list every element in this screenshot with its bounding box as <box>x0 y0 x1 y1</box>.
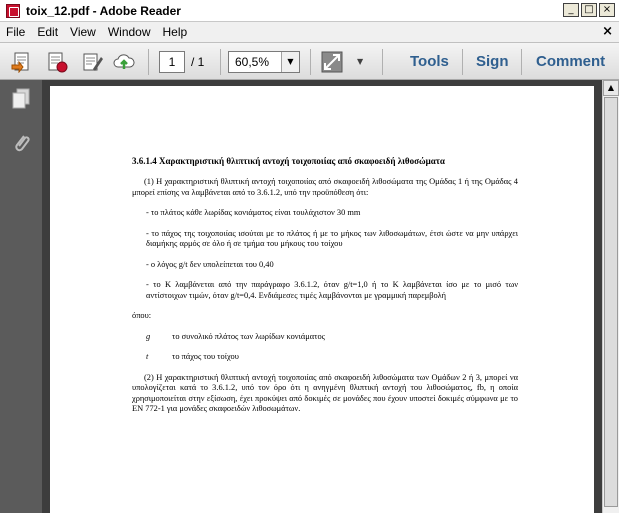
cloud-upload-icon[interactable] <box>113 51 135 73</box>
toolbar <box>0 42 619 80</box>
document-viewport[interactable] <box>42 80 602 513</box>
scroll-up-arrow-icon[interactable]: ▲ <box>603 80 619 96</box>
menu-bar <box>0 22 619 42</box>
navigation-pane <box>0 80 42 513</box>
toolbar-separator <box>521 49 522 75</box>
vertical-scrollbar[interactable] <box>602 80 619 513</box>
page-number-input[interactable]: 1 <box>159 51 185 73</box>
pdf-page <box>50 86 594 513</box>
menu-window[interactable]: Window <box>107 25 151 39</box>
page-total-label: / 1 <box>191 55 205 69</box>
page-thumbnails-icon[interactable] <box>11 88 31 110</box>
window-controls <box>563 3 615 17</box>
sign-button[interactable]: Sign <box>476 53 509 70</box>
toolbar-separator <box>220 49 221 75</box>
variable-description: το συνολικό πλάτος των λωρίδων κονιάματος <box>172 331 325 341</box>
variable-symbol: t <box>146 352 149 361</box>
bullet-item: - το πλάτος κάθε λωρίδας κονιάματος είναι τουλάχιστον 30 mm <box>146 208 361 217</box>
minimize-button[interactable]: _ <box>563 3 579 17</box>
variable-symbol: g <box>146 331 151 341</box>
tools-button[interactable]: Tools <box>410 53 449 70</box>
title-bar <box>0 0 619 22</box>
menu-help[interactable]: Help <box>162 25 188 39</box>
toolbar-separator <box>148 49 149 75</box>
variable-row <box>132 352 518 363</box>
fill-sign-icon[interactable] <box>81 51 103 73</box>
maximize-button[interactable]: □ <box>581 3 597 17</box>
scroll-thumb[interactable] <box>604 97 618 507</box>
adobe-reader-app-icon <box>6 4 20 18</box>
menu-file[interactable]: File <box>6 25 26 39</box>
paragraph-1: (1) Η χαρακτηριστική θλιπτική αντοχή τοιχοποιίας από σκαφοειδή λιθοσώματα της Ομάδας 1 ή της Ομάδας 4 μπορεί επίσης να λαμβάνεται από το 3.6.1.2, υπό την προϋπόθεση ότι: <box>132 177 518 197</box>
bullet-item: - το K λαμβάνεται από την παράγραφο 3.6.1.2, όταν g/t=1,0 ή το K λαμβάνεται ίσο με το μισό των αντίστοιχων τιμών, όταν g/t=0,4. Ενδιάμεσες τιμές λαμβάνονται με γραμμική παρεμβολή <box>146 280 518 300</box>
menu-view[interactable]: View <box>70 25 96 39</box>
variable-description: το πάχος του τοίχου <box>172 352 239 361</box>
menu-edit[interactable]: Edit <box>37 25 59 39</box>
chevron-down-icon[interactable]: ▼ <box>357 57 364 66</box>
zoom-select[interactable] <box>228 51 300 73</box>
fit-page-icon[interactable] <box>321 51 343 73</box>
edit-pdf-icon[interactable] <box>46 51 68 73</box>
variable-row <box>132 332 518 343</box>
close-window-button[interactable]: × <box>599 3 615 17</box>
close-document-button[interactable]: × <box>602 24 613 39</box>
paperclip-icon[interactable] <box>11 132 31 154</box>
bullet-item: - το πάχος της τοιχοποιίας ισούται με το πλάτος ή με το μήκος των λιθοσωμάτων, έτσι ώστε να μην υπάρχει διαμήκης αρμός σε όλο ή σε τμήμα του μήκους του τοίχου <box>146 228 518 248</box>
page-content <box>132 156 518 415</box>
create-pdf-icon[interactable] <box>11 51 33 73</box>
toolbar-separator <box>382 49 383 75</box>
window-title: toix_12.pdf - Adobe Reader <box>26 3 181 18</box>
where-label: όπου: <box>132 311 152 320</box>
toolbar-separator <box>462 49 463 75</box>
comment-button[interactable]: Comment <box>536 53 606 70</box>
zoom-value: 60,5% <box>235 55 270 69</box>
toolbar-separator <box>310 49 311 75</box>
paragraph-2: (2) Η χαρακτηριστική θλιπτική αντοχή τοιχοποιίας από σκαφοειδή λιθοσώματα των Ομάδων 2 ή 3, μπορεί να υπολογίζεται κατά το 3.6.1.2, υπό τον όρο ότι η ανηγμένη θλιπτική αντοχή του λιθοσώματος, fb, η οποία χρησιμοποιείται στην εξίσωση, έχει προκύψει από δοκιμές σε μονάδες που έχουν υποστεί δοκιμές σύμφωνα με το EN 772-1 για μονάδες σκαφοειδών λιθοσωμάτων. <box>132 372 518 413</box>
section-heading: 3.6.1.4 Χαρακτηριστική θλιπτική αντοχή τοιχοποιίας από σκαφοειδή λιθοσώματα <box>132 156 445 166</box>
bullet-item: - ο λόγος g/t δεν υπολείπεται του 0,40 <box>146 259 274 269</box>
chevron-down-icon[interactable]: ▼ <box>281 52 299 72</box>
